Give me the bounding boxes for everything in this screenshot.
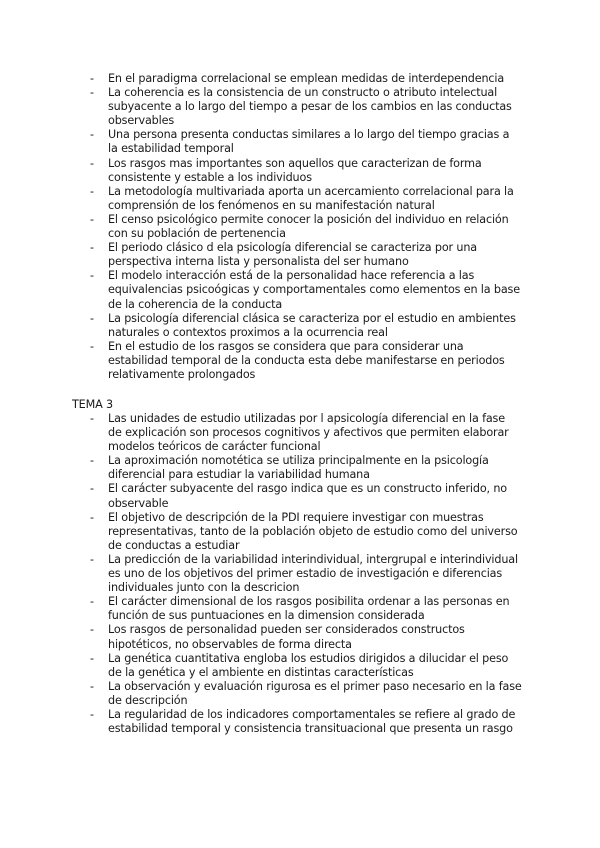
list-item-text: La aproximación nomotética se utiliza principalmente en la psicología diferencial para estudiar la variabilidad humana [108, 454, 489, 482]
bullet-dash: - [90, 156, 94, 170]
bullet-dash: - [90, 552, 94, 566]
list-item [0, 623, 600, 651]
list-item [0, 412, 600, 454]
list-item-text: El objetivo de descripción de la PDI requiere investigar con muestras representativas, tanto de la población objeto de estudio como del universo de conductas a estudiar [108, 510, 518, 552]
list-item-text: Los rasgos mas importantes son aquellos que caracterizan de forma consistente y estable a los individuos [108, 156, 482, 184]
list-item-text: La psicología diferencial clásica se caracteriza por el estudio en ambientes naturales o contextos proximos a la ocurrencia real [108, 311, 516, 339]
list-item [0, 86, 600, 128]
list-item [0, 680, 600, 708]
list-item-text: La predicción de la variabilidad interindividual, intergrupal e interindividual es uno de los objetivos del primer estadio de investigación e diferencias individuales junto con la descricion [108, 552, 518, 595]
bullet-dash: - [90, 241, 94, 255]
bullet-dash: - [90, 72, 94, 85]
list-item-text: La metodología multivariada aporta un acercamiento correlacional para la comprensión de los fenómenos en su manifestación natural [108, 184, 514, 212]
list-item-text: Los rasgos de personalidad pueden ser considerados constructos hipotéticos, no observables de forma directa [108, 623, 465, 651]
bullet-dash: - [90, 412, 94, 425]
item-list-section-2 [0, 412, 600, 736]
list-item [0, 482, 600, 510]
section-heading: TEMA 3 [72, 398, 113, 411]
bullet-dash: - [90, 707, 94, 721]
list-item-text: En el estudio de los rasgos se considera que para considerar una estabilidad temporal de la conducta esta debe manifestarse en periodos relativamente prolongados [108, 339, 505, 381]
bullet-dash: - [90, 623, 94, 637]
list-item [0, 340, 600, 382]
list-item [0, 241, 600, 269]
bullet-dash: - [90, 510, 94, 524]
list-item-text: El periodo clásico d ela psicología diferencial se caracteriza por una perspectiva interna lista y personalista del ser humano [108, 241, 477, 269]
list-item-text: El carácter dimensional de los rasgos posibilita ordenar a las personas en función de sus puntuaciones en la dimension considerada [108, 595, 510, 623]
list-item [0, 213, 600, 241]
list-item [0, 128, 600, 156]
list-item [0, 595, 600, 623]
bullet-dash: - [90, 311, 94, 325]
bullet-dash: - [90, 679, 94, 693]
list-item [0, 157, 600, 185]
list-item [0, 511, 600, 553]
bullet-dash: - [90, 339, 94, 353]
list-item-text: La coherencia es la consistencia de un constructo o atributo intelectual subyacente a lo largo del tiempo a pesar de los cambios en las conductas observables [108, 86, 512, 128]
list-item [0, 185, 600, 213]
bullet-dash: - [90, 651, 94, 665]
list-item-text: La genética cuantitativa engloba los estudios dirigidos a dilucidar el peso de la genética y el ambiente en distintas características [108, 651, 509, 679]
bullet-dash: - [90, 128, 94, 142]
list-item [0, 72, 600, 86]
list-item [0, 652, 600, 680]
list-item [0, 553, 600, 595]
list-item-text: En el paradigma correlacional se emplean medidas de interdependencia [108, 72, 505, 85]
list-item [0, 312, 600, 340]
bullet-dash: - [90, 482, 94, 496]
list-item-text: La observación y evaluación rigurosa es el primer paso necesario en la fase de descripción [108, 679, 522, 707]
list-item-text: El modelo interacción está de la personalidad hace referencia a las equivalencias psicoógicas y comportamentales como elementos en la base de la coherencia de la conducta [108, 269, 520, 311]
list-item-text: Una persona presenta conductas similares a lo largo del tiempo gracias a la estabilidad temporal [108, 128, 510, 156]
list-item-text: El censo psicológico permite conocer la posición del individuo en relación con su población de pertenencia [108, 212, 509, 241]
bullet-dash: - [90, 595, 94, 609]
list-item-text: Las unidades de estudio utilizadas por l apsicología diferencial en la fase de explicación son procesos cognitivos y afectivos que permiten elaborar modelos teóricos de carácter funcional [108, 412, 509, 454]
list-item [0, 269, 600, 311]
list-item-text: La regularidad de los indicadores comportamentales se refiere al grado de estabilidad temporal y consistencia transituacional que presenta un rasgo [108, 707, 516, 736]
bullet-dash: - [90, 212, 94, 226]
item-list-section-1 [0, 72, 600, 382]
list-item-text: El carácter subyacente del rasgo indica que es un constructo inferido, no observable [108, 482, 507, 510]
bullet-dash: - [90, 454, 94, 468]
list-item [0, 454, 600, 482]
bullet-dash: - [90, 269, 94, 283]
list-item [0, 708, 600, 736]
bullet-dash: - [90, 86, 94, 100]
bullet-dash: - [90, 184, 94, 198]
